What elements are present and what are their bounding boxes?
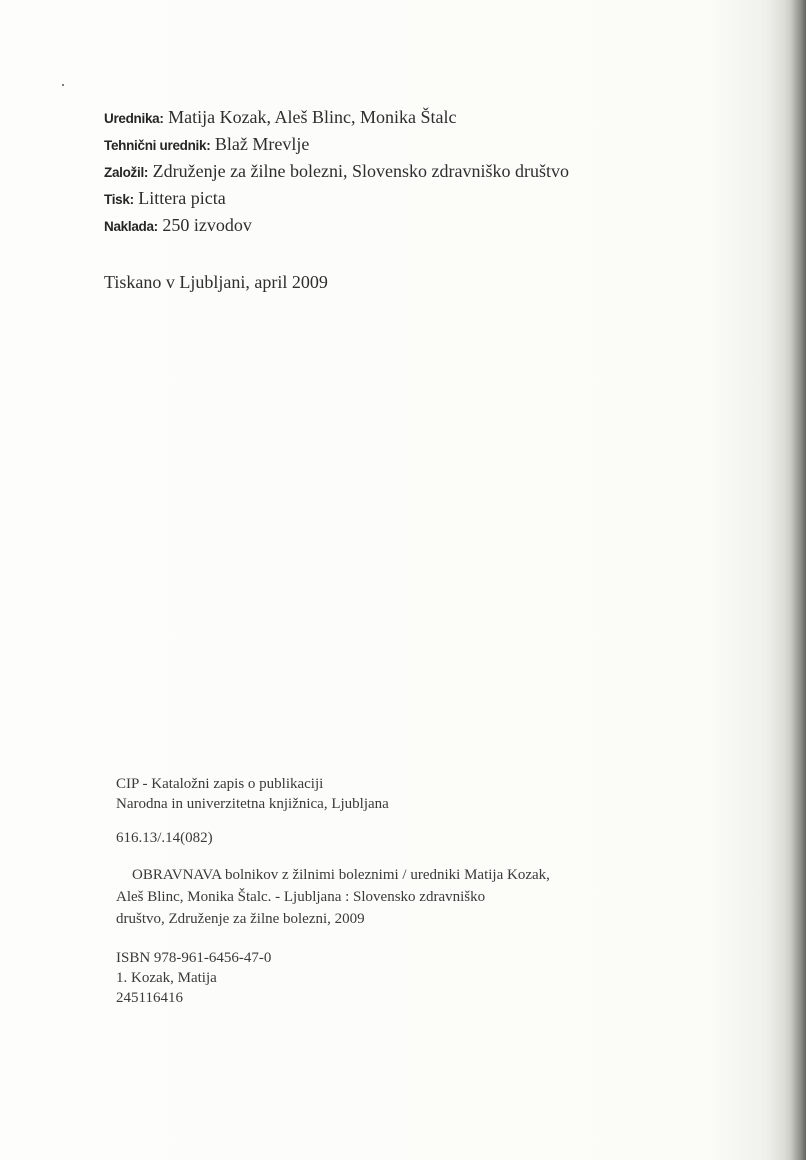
credit-label: Urednika:	[104, 111, 164, 126]
cip-isbn: ISBN 978-961-6456-47-0	[116, 950, 272, 966]
cip-title: CIP - Kataložni zapis o publikaciji	[116, 776, 324, 792]
printed-location-date: Tiskano v Ljubljani, april 2009	[104, 272, 328, 292]
cip-description	[116, 864, 676, 930]
credit-technical-editor	[104, 131, 724, 158]
credit-printer	[104, 185, 724, 212]
credit-value: Matija Kozak, Aleš Blinc, Monika Štalc	[168, 107, 457, 127]
credit-label: Tisk:	[104, 192, 134, 207]
credit-label: Tehnični urednik:	[104, 138, 211, 153]
page-edge-shadow	[784, 0, 806, 1160]
credit-value: Littera picta	[138, 188, 226, 208]
print-speck	[62, 84, 64, 86]
cip-description-line: društvo, Združenje za žilne bolezni, 2009	[116, 911, 365, 927]
cip-description-line: OBRAVNAVA bolnikov z žilnimi boleznimi / uredniki Matija Kozak,	[132, 867, 550, 883]
colophon-credits	[104, 104, 724, 239]
credit-label: Založil:	[104, 165, 149, 180]
credit-print-run	[104, 212, 724, 239]
cip-classification: 616.13/.14(082)	[116, 830, 213, 846]
cip-record	[116, 774, 676, 1008]
cip-cobiss-id: 245116416	[116, 990, 183, 1006]
credit-publisher	[104, 158, 724, 185]
credit-value: 250 izvodov	[162, 215, 252, 235]
cip-subject-entry: 1. Kozak, Matija	[116, 970, 217, 986]
credit-editors	[104, 104, 724, 131]
cip-description-line: Aleš Blinc, Monika Štalc. - Ljubljana : Slovensko zdravniško	[116, 889, 486, 905]
credit-value: Združenje za žilne bolezni, Slovensko zdravniško društvo	[152, 161, 569, 181]
cip-identifiers	[116, 948, 676, 1008]
credit-label: Naklada:	[104, 219, 158, 234]
cip-library: Narodna in univerzitetna knjižnica, Ljubljana	[116, 796, 389, 812]
credit-value: Blaž Mrevlje	[214, 134, 310, 154]
